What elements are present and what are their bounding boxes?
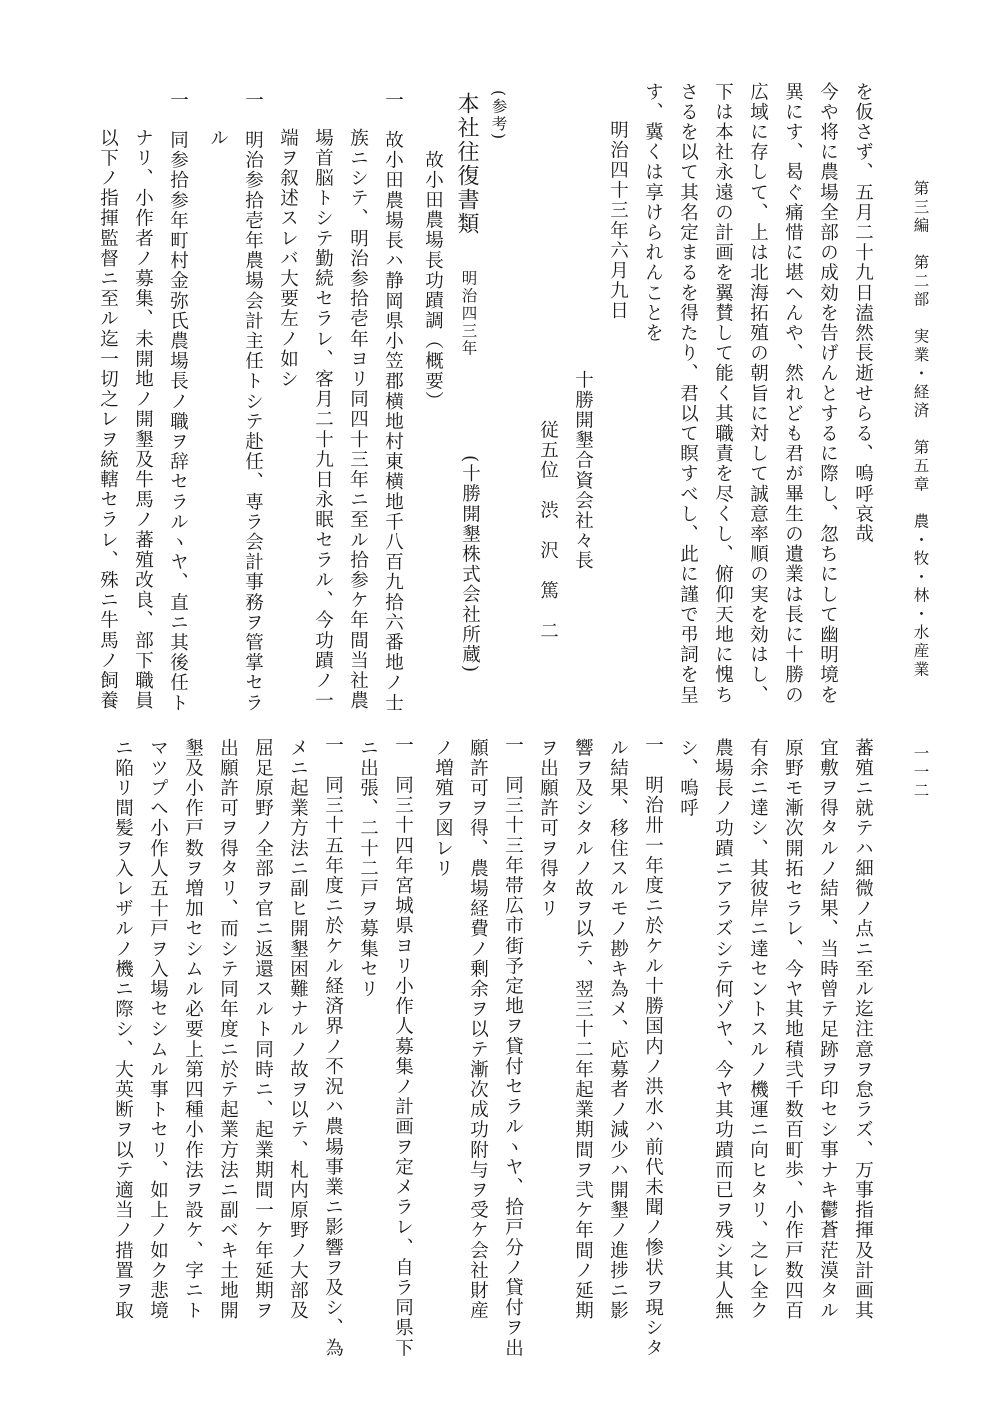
text-column: ニ陥リ間髪ヲ入レザルノ機ニ際シ、大英断ヲ以テ適当ノ措置ヲ取	[112, 738, 134, 1321]
text-column: 本社往復書類	[454, 92, 479, 236]
text-column: 願許可ヲ得、農場経費ノ剰余ヲ以テ漸次成功附与ヲ受ケ会社財産	[467, 738, 489, 1321]
text-column: 下は本社永遠の計画を翼賛して能く其職責を尽くし、俯仰天地に愧ち	[712, 82, 734, 706]
text-column: 一 同三十五年度ニ於ケル経済界ノ不況ハ農場事業ニ影響ヲ及シ、為	[322, 735, 344, 1359]
text-column: シ、嗚呼	[677, 738, 699, 819]
text-column: 明治四三年	[459, 270, 478, 358]
text-column: を仮さず、五月二十九日溘然長逝せらる、嗚呼哀哉	[852, 82, 874, 545]
text-column: 屈足原野ノ全部ヲ官ニ返還スルト同時ニ、起業期間一ケ年延期ヲ	[252, 738, 274, 1321]
text-column: ニ出張、二十二戸ヲ募集セリ	[357, 738, 379, 1000]
text-column: ナリ、小作者ノ募集、未開地ノ開墾及牛馬ノ蕃殖改良、部下職員	[132, 128, 154, 711]
text-column: ル	[207, 128, 229, 149]
text-column: ヲ出願許可ヲ得タリ	[537, 738, 559, 919]
text-column: 族ニシテ、明治参拾壱年ヨリ同四十三年ニ至ル拾参ケ年間当社農	[347, 128, 369, 711]
text-column: ノ増殖ヲ図レリ	[432, 738, 454, 879]
text-column: 一 同三十三年帯広市街予定地ヲ貸付セラルヽヤ、拾戸分ノ貸付ヲ出	[502, 735, 524, 1359]
text-column: 従五位 渋 沢 篤 二	[537, 420, 559, 642]
text-column: (十勝開墾株式会社所蔵)	[459, 455, 481, 674]
page-number: 一一二	[911, 745, 930, 801]
text-column: す、冀くは享けられんことを	[642, 82, 664, 344]
text-column: 墾及小作戸数ヲ増加セシムル必要上第四種小作法ヲ設ケ、字ニト	[182, 738, 204, 1321]
text-column: 一 故小田農場長ハ静岡県小笠郡横地村東横地千八百九拾六番地ノ士	[382, 90, 404, 714]
text-column: 一 明治卅一年度ニ於ケル十勝国内ノ洪水ハ前代未聞ノ惨状ヲ現シタ	[642, 735, 664, 1359]
text-column: 場首脳トシテ勤続セラレ、客月二十九日永眠セラル、今功蹟ノ一	[312, 128, 334, 711]
text-column: 蕃殖ニ就テハ細微ノ点ニ至ル迄注意ヲ怠ラズ、万事指揮及計画其	[852, 738, 874, 1321]
text-column: (参考)	[489, 90, 508, 142]
text-column: 異にす、曷ぐ痛惜に堪へんや、然れども君が畢生の遺業は長に十勝の	[782, 82, 804, 706]
text-column: 宜敷ヲ得タルノ結果、当時曾テ足跡ヲ印セシ事ナキ鬱蒼茫漠タル	[817, 738, 839, 1321]
text-column: メニ起業方法ニ副ヒ開墾困難ナルノ故ヲ以テ、札内原野ノ大部及	[287, 738, 309, 1321]
text-column: 農場長ノ功蹟ニアラズシテ何ゾヤ、今ヤ其功蹟而已ヲ残シ其人無	[712, 738, 734, 1321]
text-column: 故小田農場長功蹟調（概要）	[422, 150, 444, 412]
text-column: 原野モ漸次開拓セラレ、今ヤ其地積弐千数百町歩、小作戸数四百	[782, 738, 804, 1321]
text-column: 出願許可ヲ得タリ、而シテ同年度ニ於テ起業方法ニ副ベキ土地開	[217, 738, 239, 1321]
running-header: 第三編 第二部 実業・経済 第五章 農・牧・林・水産業	[911, 180, 930, 680]
text-column: 今や将に農場全部の成効を告げんとするに際し、忽ちにして幽明境を	[817, 82, 839, 706]
text-column: マツプへ小作人五十戸ヲ入場セシムル事トセリ、如上ノ如ク悲境	[147, 738, 169, 1321]
text-column: 一 明治参拾壱年農場会計主任トシテ赴任、専ラ会計事務ヲ管掌セラ	[242, 90, 264, 714]
text-column: 広域に存して、上は北海拓殖の朝旨に対して誠意率順の実を効はし、	[747, 82, 769, 706]
text-column: ル結果、移住スルモノ尠キ為メ、応募者ノ減少ハ開墾ノ進捗ニ影	[607, 738, 629, 1321]
text-column: 以下ノ指揮監督ニ至ル迄一切之レヲ統轄セラレ、殊ニ牛馬ノ飼養	[97, 128, 119, 711]
text-column: 一 同参拾参年町村金弥氏農場長ノ職ヲ辞セラルヽヤ、直ニ其後任ト	[167, 90, 189, 714]
text-column: 有余ニ達シ、其彼岸ニ達セントスルノ機運ニ向ヒタリ、之レ全ク	[747, 738, 769, 1321]
text-column: 一 同三十四年宮城県ヨリ小作人募集ノ計画ヲ定メラレ、自ラ同県下	[392, 735, 414, 1359]
text-column: 響ヲ及シタルノ故ヲ以テ、翌三十二年起業期間ヲ弐ケ年間ノ延期	[572, 738, 594, 1321]
text-column: 端ヲ叙述スレバ大要左ノ如シ	[277, 128, 299, 390]
text-column: 十勝開墾合資会社々長	[572, 370, 594, 571]
text-column: 明治四十三年六月九日	[607, 120, 629, 321]
text-column: さるを以て其名定まるを得たり、君以て瞑すべし、此に謹で弔詞を呈	[677, 82, 699, 706]
